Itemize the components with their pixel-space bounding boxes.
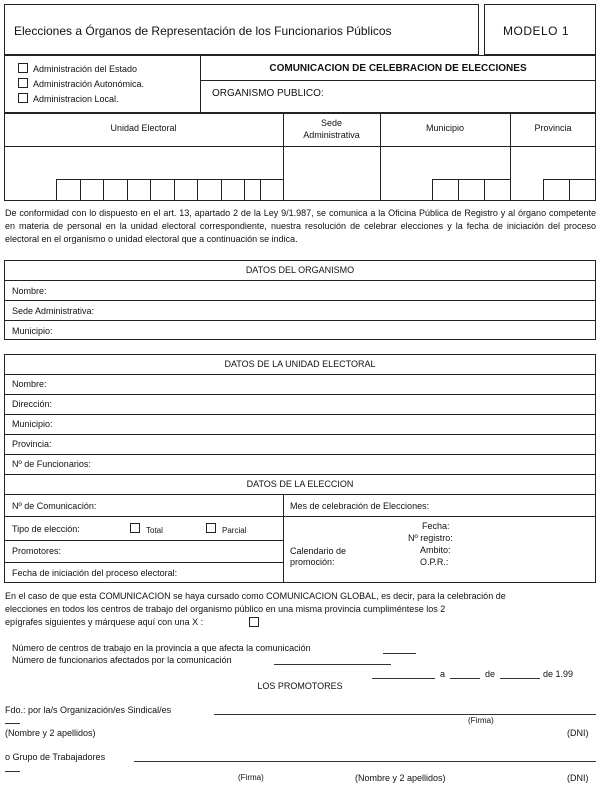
date-a-label: a [440,669,446,679]
opr-label: O.P.R.: [420,557,449,567]
eleccion-mid-divider [283,494,284,583]
unidad-row-line [4,434,596,435]
nombre-apellidos-label: (Nombre y 2 apellidos) [5,728,96,738]
provincia-code-cell[interactable] [543,179,544,201]
col-header-line [4,146,596,147]
firma2-label: (Firma) [238,773,264,782]
col-unidad-label: Unidad Electoral [110,123,177,133]
fdo-short-line [5,723,20,724]
org-sede-label: Sede Administrativa: [12,306,95,316]
unidad-code-cell[interactable] [197,179,198,201]
intro-paragraph: De conformidad con lo dispuesto en el art. 13, apartado 2 de la Ley 9/1.987, se comunica a la Oficina Pública de Registro y al órgano competente en materia de personal en la unidad electoral correspondiente, nuestra resolución de celebrar elecciones y la fecha de iniciación del proceso electoral en el organismo o unidad electoral que a continuación se indica. [5,208,596,244]
total-checkbox[interactable] [130,523,140,533]
unidad-funcionarios-label: Nº de Funcionarios: [12,459,91,469]
global-text-line2: elecciones en todos los centros de trabajo del organismo público en una misma provincia cumpliméntese los 2 [5,604,446,614]
admin-autonomica-label: Administración Autonómica. [33,79,145,89]
admin-estado-label: Administración del Estado [33,64,138,74]
unidad-row-line [4,374,596,375]
unidad-code-cell[interactable] [174,179,175,201]
modelo-label: MODELO 1 [503,24,570,38]
dni-label: (DNI) [567,728,589,738]
unidad-row-line [4,414,596,415]
mes-celebracion-label: Mes de celebración de Elecciones: [290,501,430,511]
date-month-line[interactable] [500,678,540,679]
unidad-code-cell[interactable] [244,179,245,201]
grupo-short-line [5,771,20,772]
col-municipio-label: Municipio [425,123,465,133]
org-row-line [4,280,596,281]
tipo-eleccion-label: Tipo de elección: [12,524,80,534]
org-nombre-label: Nombre: [12,286,47,296]
unidad-code-cell[interactable] [221,179,222,201]
global-text-line3: epígrafes siguientes y márquese aquí con una X : [5,617,204,627]
date-place-line[interactable] [372,678,435,679]
form-title: Elecciones a Órganos de Representación de los Funcionarios Públicos [14,24,392,38]
num-centros-label: Número de centros de trabajo en la provincia a que afecta la comunicación [12,643,311,653]
unidad-provincia-label: Provincia: [12,439,52,449]
fdo-label: Fdo.: por la/s Organización/es Sindical/es [5,705,172,715]
municipio-code-cell[interactable] [432,179,433,201]
eleccion-row-line [4,516,596,517]
global-checkbox[interactable] [249,617,259,627]
comunicacion-divider [200,80,596,81]
registro-label: Nº registro: [408,533,453,543]
unidad-code-cell[interactable] [103,179,104,201]
unidad-nombre-label: Nombre: [12,379,47,389]
eleccion-row-line [4,540,283,541]
num-centros-line[interactable] [383,653,416,654]
calendario-label-2: promoción: [290,557,335,567]
unidad-code-top [56,179,283,180]
fecha-label: Fecha: [422,521,450,531]
provincia-code-cell[interactable] [569,179,570,201]
eleccion-row-line [4,562,283,563]
grupo-trabajadores-label: o Grupo de Trabajadores [5,752,106,762]
org-row-line [4,320,596,321]
org-municipio-label: Municipio: [12,326,53,336]
grupo-signature-line[interactable] [134,761,596,762]
parcial-label: Parcial [222,526,247,535]
admin-local-label: Administracion Local. [33,94,119,104]
unidad-row-line [4,454,596,455]
num-funcionarios-line[interactable] [274,664,391,665]
admin-local-checkbox[interactable] [18,93,28,103]
org-row-line [4,300,596,301]
unidad-code-cell[interactable] [127,179,128,201]
organismo-publico-label: ORGANISMO PUBLICO: [212,88,324,99]
col-provincia-label: Provincia [534,123,572,133]
datos-organismo-title: DATOS DEL ORGANISMO [245,265,355,275]
num-funcionarios-label: Número de funcionarios afectados por la comunicación [12,655,232,665]
col-sede-label-1: Sede [320,118,343,128]
admin-autonomica-checkbox[interactable] [18,78,28,88]
municipio-code-cell[interactable] [484,179,485,201]
unidad-row-line [4,474,596,475]
calendario-label-1: Calendario de [290,546,347,556]
municipio-code-top [432,179,510,180]
date-de1-label: de [485,669,496,679]
comunicacion-title: COMUNICACION DE CELEBRACION DE ELECCIONES [269,63,527,74]
municipio-code-cell[interactable] [458,179,459,201]
firma-label: (Firma) [468,716,494,725]
unidad-row-line [4,394,596,395]
dni2-label: (DNI) [567,773,589,783]
unidad-code-cell[interactable] [260,179,261,201]
unidad-code-cell[interactable] [80,179,81,201]
datos-unidad-title: DATOS DE LA UNIDAD ELECTORAL [224,359,376,369]
promotores-label: Promotores: [12,546,62,556]
eleccion-header-line [4,494,596,495]
global-text-line1: En el caso de que esta COMUNICACION se haya cursado como COMUNICACION GLOBAL, es decir, para la celebración de [5,591,506,601]
datos-eleccion-title: DATOS DE LA ELECCION [246,479,354,489]
fecha-iniciacion-label: Fecha de iniciación del proceso electoral: [12,568,178,578]
unidad-municipio-label: Municipio: [12,419,53,429]
date-de2-label: de 1.99 [543,669,574,679]
promotores-title: LOS PROMOTORES [257,681,343,691]
total-label: Total [146,526,163,535]
unidad-code-cell[interactable] [150,179,151,201]
num-comunicacion-label: Nº de Comunicación: [12,501,97,511]
admin-estado-checkbox[interactable] [18,63,28,73]
col-sede-label-2: Administrativa [303,130,360,140]
ambito-label: Ambito: [420,545,451,555]
fdo-signature-line[interactable] [214,714,596,715]
date-day-line[interactable] [450,678,480,679]
unidad-direccion-label: Dirección: [12,399,53,409]
nombre2-label: (Nombre y 2 apellidos) [355,773,446,783]
parcial-checkbox[interactable] [206,523,216,533]
unidad-code-cell[interactable] [56,179,57,201]
